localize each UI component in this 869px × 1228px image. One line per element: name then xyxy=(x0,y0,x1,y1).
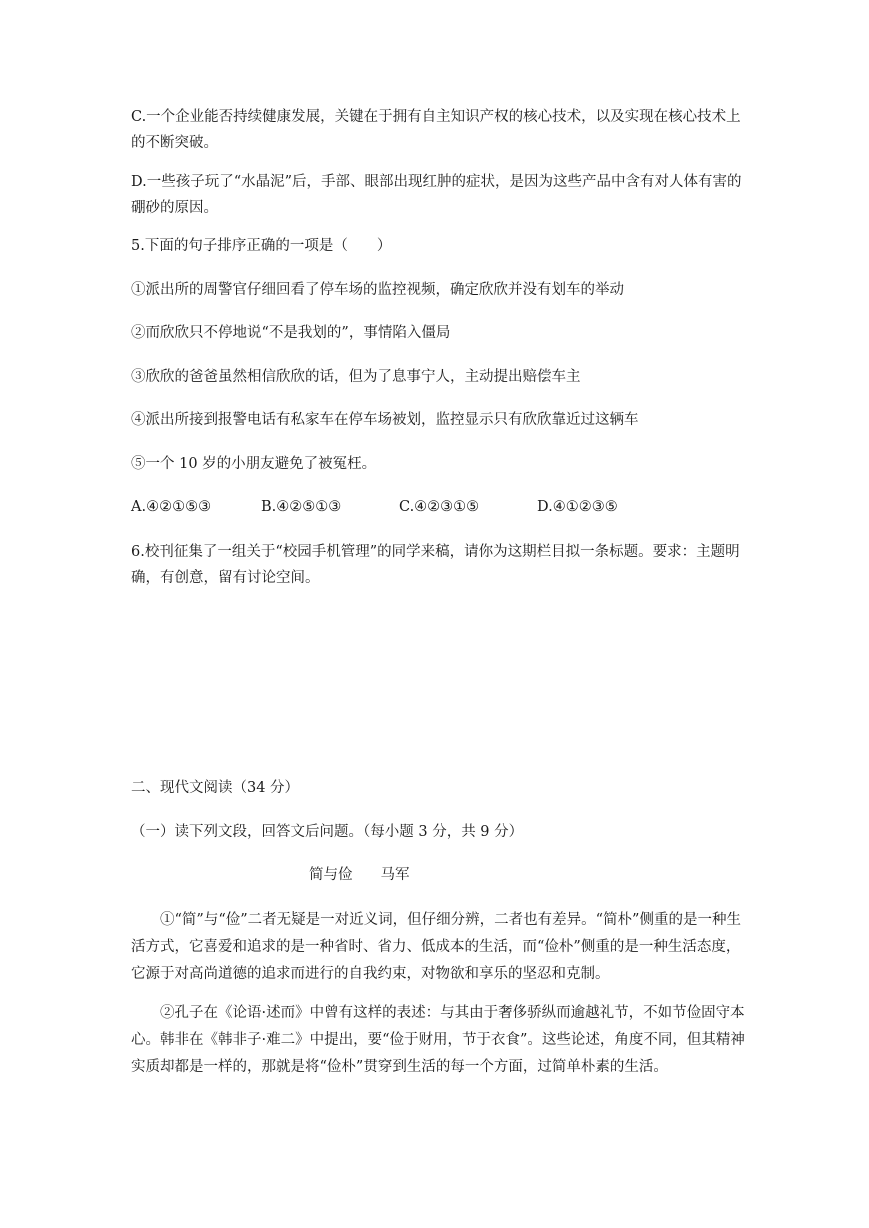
question4-option-d: D.一些孩子玩了“水晶泥”后，手部、眼部出现红肿的症状，是因为这些产品中含有对人体有害的硼砂的原因。 xyxy=(131,174,742,216)
question5-sentence-1: ①派出所的周警官仔细回看了停车场的监控视频，确定欣欣并没有划车的举动 xyxy=(131,282,624,298)
option-c: C.④②③①⑤ xyxy=(399,499,480,515)
question4-option-c: C.一个企业能否持续健康发展，关键在于拥有自主知识产权的核心技术，以及实现在核心技术上的不断突破。 xyxy=(131,109,741,151)
option-b: B.④②⑤①③ xyxy=(261,499,342,515)
article-paragraph-2: ②孔子在《论语·述而》中曾有这样的表述：与其由于奢侈骄纵而逾越礼节，不如节俭固守本心。韩非在《韩非子·难二》中提出，要“俭于财用，节于衣食”。这些论述，角度不同，但其精神实质却都是一样的，那就是将“俭朴”贯穿到生活的每一个方面，过简单朴素的生活。 xyxy=(131,1005,745,1075)
option-a: A.④②①⑤③ xyxy=(131,499,212,515)
question5-sentence-3: ③欣欣的爸爸虽然相信欣欣的话，但为了息事宁人，主动提出赔偿车主 xyxy=(131,369,581,385)
question5-prompt: 5.下面的句子排序正确的一项是（ ） xyxy=(131,238,392,254)
article-paragraph-1: ①“简”与“俭”二者无疑是一对近义词，但仔细分辨，二者也有差异。“简朴”侧重的是一种生活方式，它喜爱和追求的是一种省时、省力、低成本的生活，而“俭朴”侧重的是一种生活态度，它源于对高尚道德的追求而进行的自我约束，对物欲和享乐的坚忍和克制。 xyxy=(131,912,741,982)
article-title: 简与俭 xyxy=(309,867,353,883)
question5-sentence-4: ④派出所接到报警电话有私家车在停车场被划，监控显示只有欣欣靠近过这辆车 xyxy=(131,412,639,428)
option-d: D.④①②③⑤ xyxy=(537,499,618,515)
article-title-line xyxy=(309,865,410,885)
section2-heading: 二、现代文阅读（34 分） xyxy=(131,780,300,796)
part1-instruction: （一）读下列文段，回答文后问题。（每小题 3 分，共 9 分） xyxy=(131,824,524,840)
question5-options xyxy=(131,497,748,519)
question6-prompt: 6.校刊征集了一组关于“校园手机管理”的同学来稿，请你为这期栏目拟一条标题。要求：主题明确，有创意，留有讨论空间。 xyxy=(131,544,740,586)
question5-sentence-2: ②而欣欣只不停地说“不是我划的”，事情陷入僵局 xyxy=(131,325,451,341)
article-author: 马军 xyxy=(380,867,410,883)
question5-sentence-5: ⑤一个 10 岁的小朋友避免了被冤枉。 xyxy=(131,456,377,472)
